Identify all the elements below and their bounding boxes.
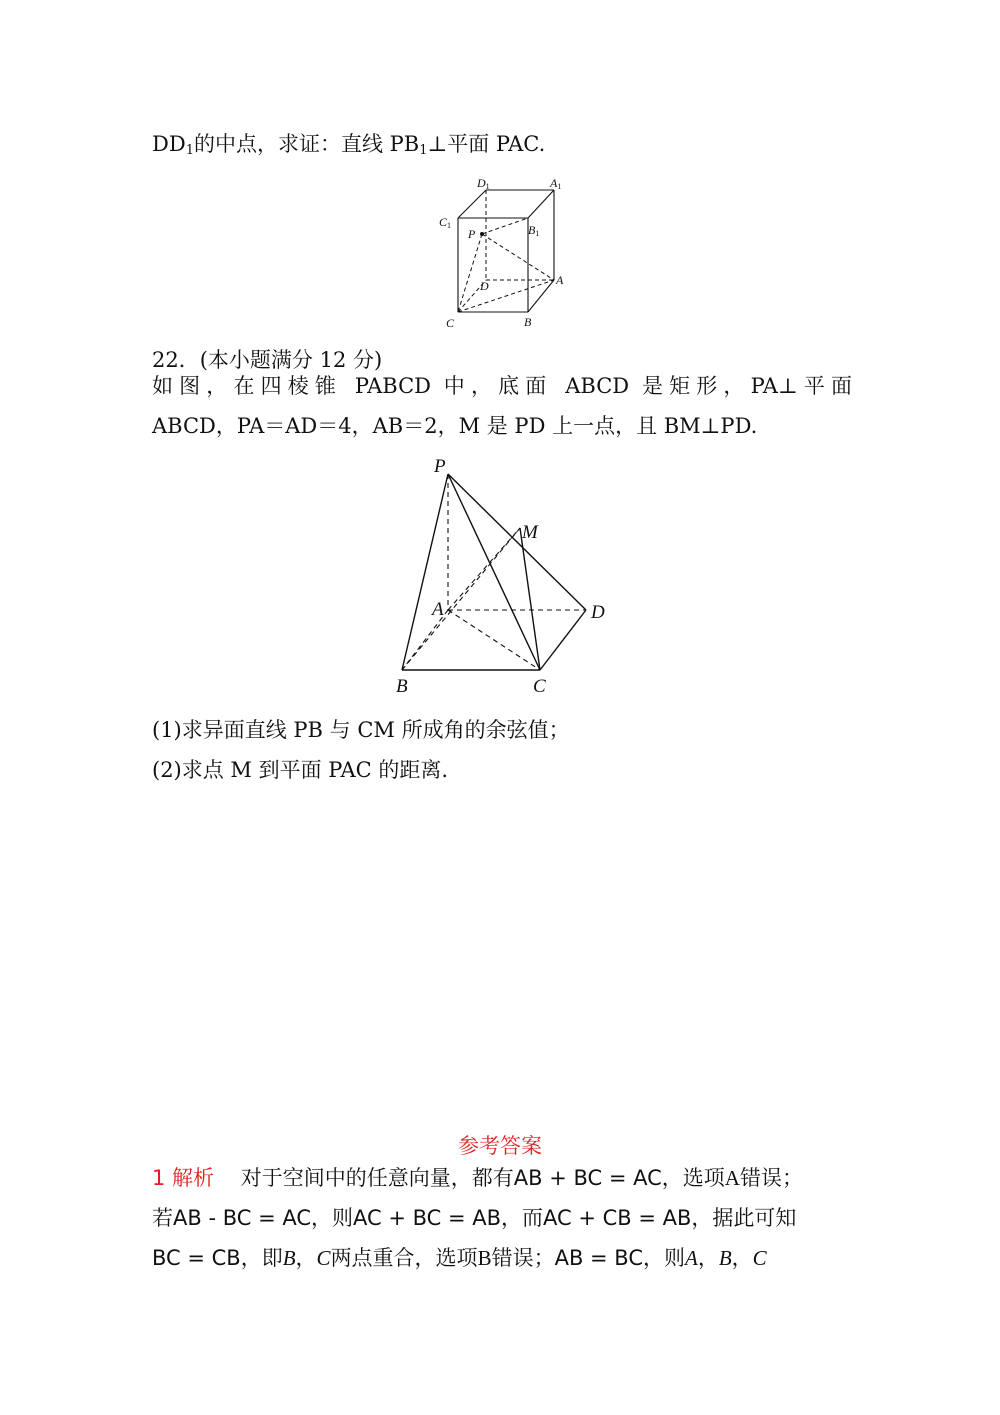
label-C1: C1 bbox=[439, 215, 452, 230]
label-B1: B1 bbox=[528, 223, 540, 238]
cube-hidden-edge bbox=[482, 234, 554, 280]
label-B: B bbox=[524, 315, 532, 329]
q22-stem-line-2: ABCD，PA＝AD＝4，AB＝2，M 是 PD 上一点，且 BM⊥PD. bbox=[152, 414, 758, 438]
sep: ， bbox=[295, 1246, 317, 1270]
answer-1-line-1 bbox=[152, 1168, 803, 1189]
label-B: B bbox=[396, 676, 408, 697]
answer-1-line-3-b: 两点重合，选项 bbox=[330, 1246, 478, 1270]
q22-part-2: (2)求点 M 到平面 PAC 的距离. bbox=[152, 758, 449, 782]
label-A: A bbox=[556, 273, 564, 287]
q22-part-1: (1)求异面直线 PB 与 CM 所成角的余弦值； bbox=[152, 718, 570, 742]
var-B: B bbox=[718, 1246, 732, 1270]
cube-figure bbox=[430, 172, 580, 332]
answer-1-line-2: 若AB - BC = AC，则AC + BC = AB，而AC + CB = AB，据此可知 bbox=[152, 1206, 797, 1230]
pyramid-figure bbox=[390, 452, 620, 702]
answer-1-option: A bbox=[724, 1166, 740, 1190]
label-A1: A1 bbox=[550, 176, 562, 191]
q22-stem-line-1: 如图，在四棱锥 PABCD 中，底面 ABCD 是矩形，PA⊥平面 bbox=[152, 374, 852, 398]
var-A: A bbox=[685, 1246, 698, 1270]
cube-point-P bbox=[480, 232, 484, 236]
label-D: D bbox=[480, 279, 489, 293]
cube-hidden-edge bbox=[458, 234, 482, 312]
q21-text-mid: 的中点，求证：直线 PB bbox=[193, 132, 420, 156]
pyramid-hidden-AM bbox=[448, 528, 520, 610]
q21-tail-line bbox=[152, 134, 545, 157]
answer-1-tag: 1 解析 bbox=[152, 1166, 215, 1190]
answer-1-line-3 bbox=[152, 1248, 767, 1269]
answer-1-text: 对于空间中的任意向量，都有AB + BC = AC，选项 bbox=[240, 1166, 725, 1190]
label-D: D bbox=[591, 602, 605, 623]
var-C: C bbox=[752, 1246, 767, 1270]
label-C: C bbox=[533, 676, 546, 697]
label-P: P bbox=[434, 456, 446, 477]
answers-title: 参考答案 bbox=[458, 1134, 542, 1158]
q21-text-pre: DD bbox=[152, 132, 186, 156]
label-D1: D1 bbox=[477, 176, 490, 191]
pyramid-hidden-BM bbox=[402, 528, 520, 670]
var-C: C bbox=[316, 1246, 331, 1270]
q21-sub-2: 1 bbox=[419, 143, 428, 158]
label-A: A bbox=[432, 599, 444, 620]
answer-1-line-3-c: 错误；AB = BC，则 bbox=[491, 1246, 685, 1270]
cube-edge bbox=[528, 190, 554, 218]
label-M: M bbox=[522, 522, 538, 543]
var-B: B bbox=[282, 1246, 296, 1270]
label-C: C bbox=[446, 316, 455, 330]
sep: ， bbox=[731, 1246, 753, 1270]
pyramid-edge-PD bbox=[448, 474, 586, 610]
sep: ， bbox=[697, 1246, 719, 1270]
label-P: P bbox=[468, 227, 476, 241]
option-B: B bbox=[477, 1246, 492, 1270]
q22-header: 22．(本小题满分 12 分) bbox=[152, 348, 383, 372]
pyramid-edge-CD bbox=[540, 610, 586, 670]
q21-sub-1: 1 bbox=[185, 143, 194, 158]
answer-1-line-3-a: BC = CB，即 bbox=[152, 1246, 283, 1270]
answer-1-end: 错误； bbox=[739, 1166, 803, 1190]
cube-edge bbox=[458, 190, 486, 218]
cube-hidden-edge bbox=[482, 218, 528, 234]
q21-text-post: ⊥平面 PAC. bbox=[427, 132, 546, 156]
